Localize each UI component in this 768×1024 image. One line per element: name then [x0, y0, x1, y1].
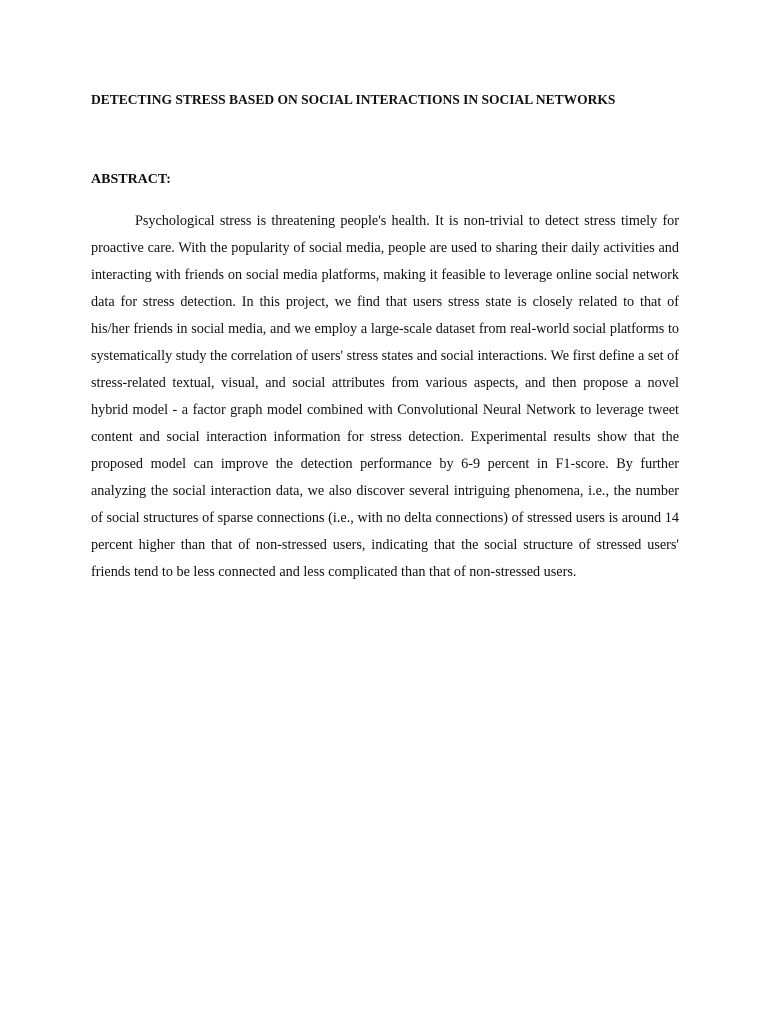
abstract-heading: ABSTRACT: [91, 172, 171, 187]
abstract-paragraph: Psychological stress is threatening people's health. It is non-trivial to detect stress timely for proactive care. With the popularity of social media, people are used to sharing their daily activities and interacting with friends on social media platforms, making it feasible to leverage online social network data for stress detection. In this project, we find that users stress state is closely related to that of his/her friends in social media, and we employ a large-scale dataset from real-world social platforms to systematically study the correlation of users' stress states and social interactions. We first define a set of stress-related textual, visual, and social attributes from various aspects, and then propose a novel hybrid model - a factor graph model combined with Convolutional Neural Network to leverage tweet content and social interaction information for stress detection. Experimental results show that the proposed model can improve the detection performance by 6-9 percent in F1-score. By further analyzing the social interaction data, we also discover several intriguing phenomena, i.e., the number of social structures of sparse connections (i.e., with no delta connections) of stressed users is around 14 percent higher than that of non-stressed users, indicating that the social structure of stressed users' friends tend to be less connected and less complicated than that of non-stressed users. [91, 213, 679, 580]
document-title: DETECTING STRESS BASED ON SOCIAL INTERACTIONS IN SOCIAL NETWORKS [91, 92, 616, 107]
